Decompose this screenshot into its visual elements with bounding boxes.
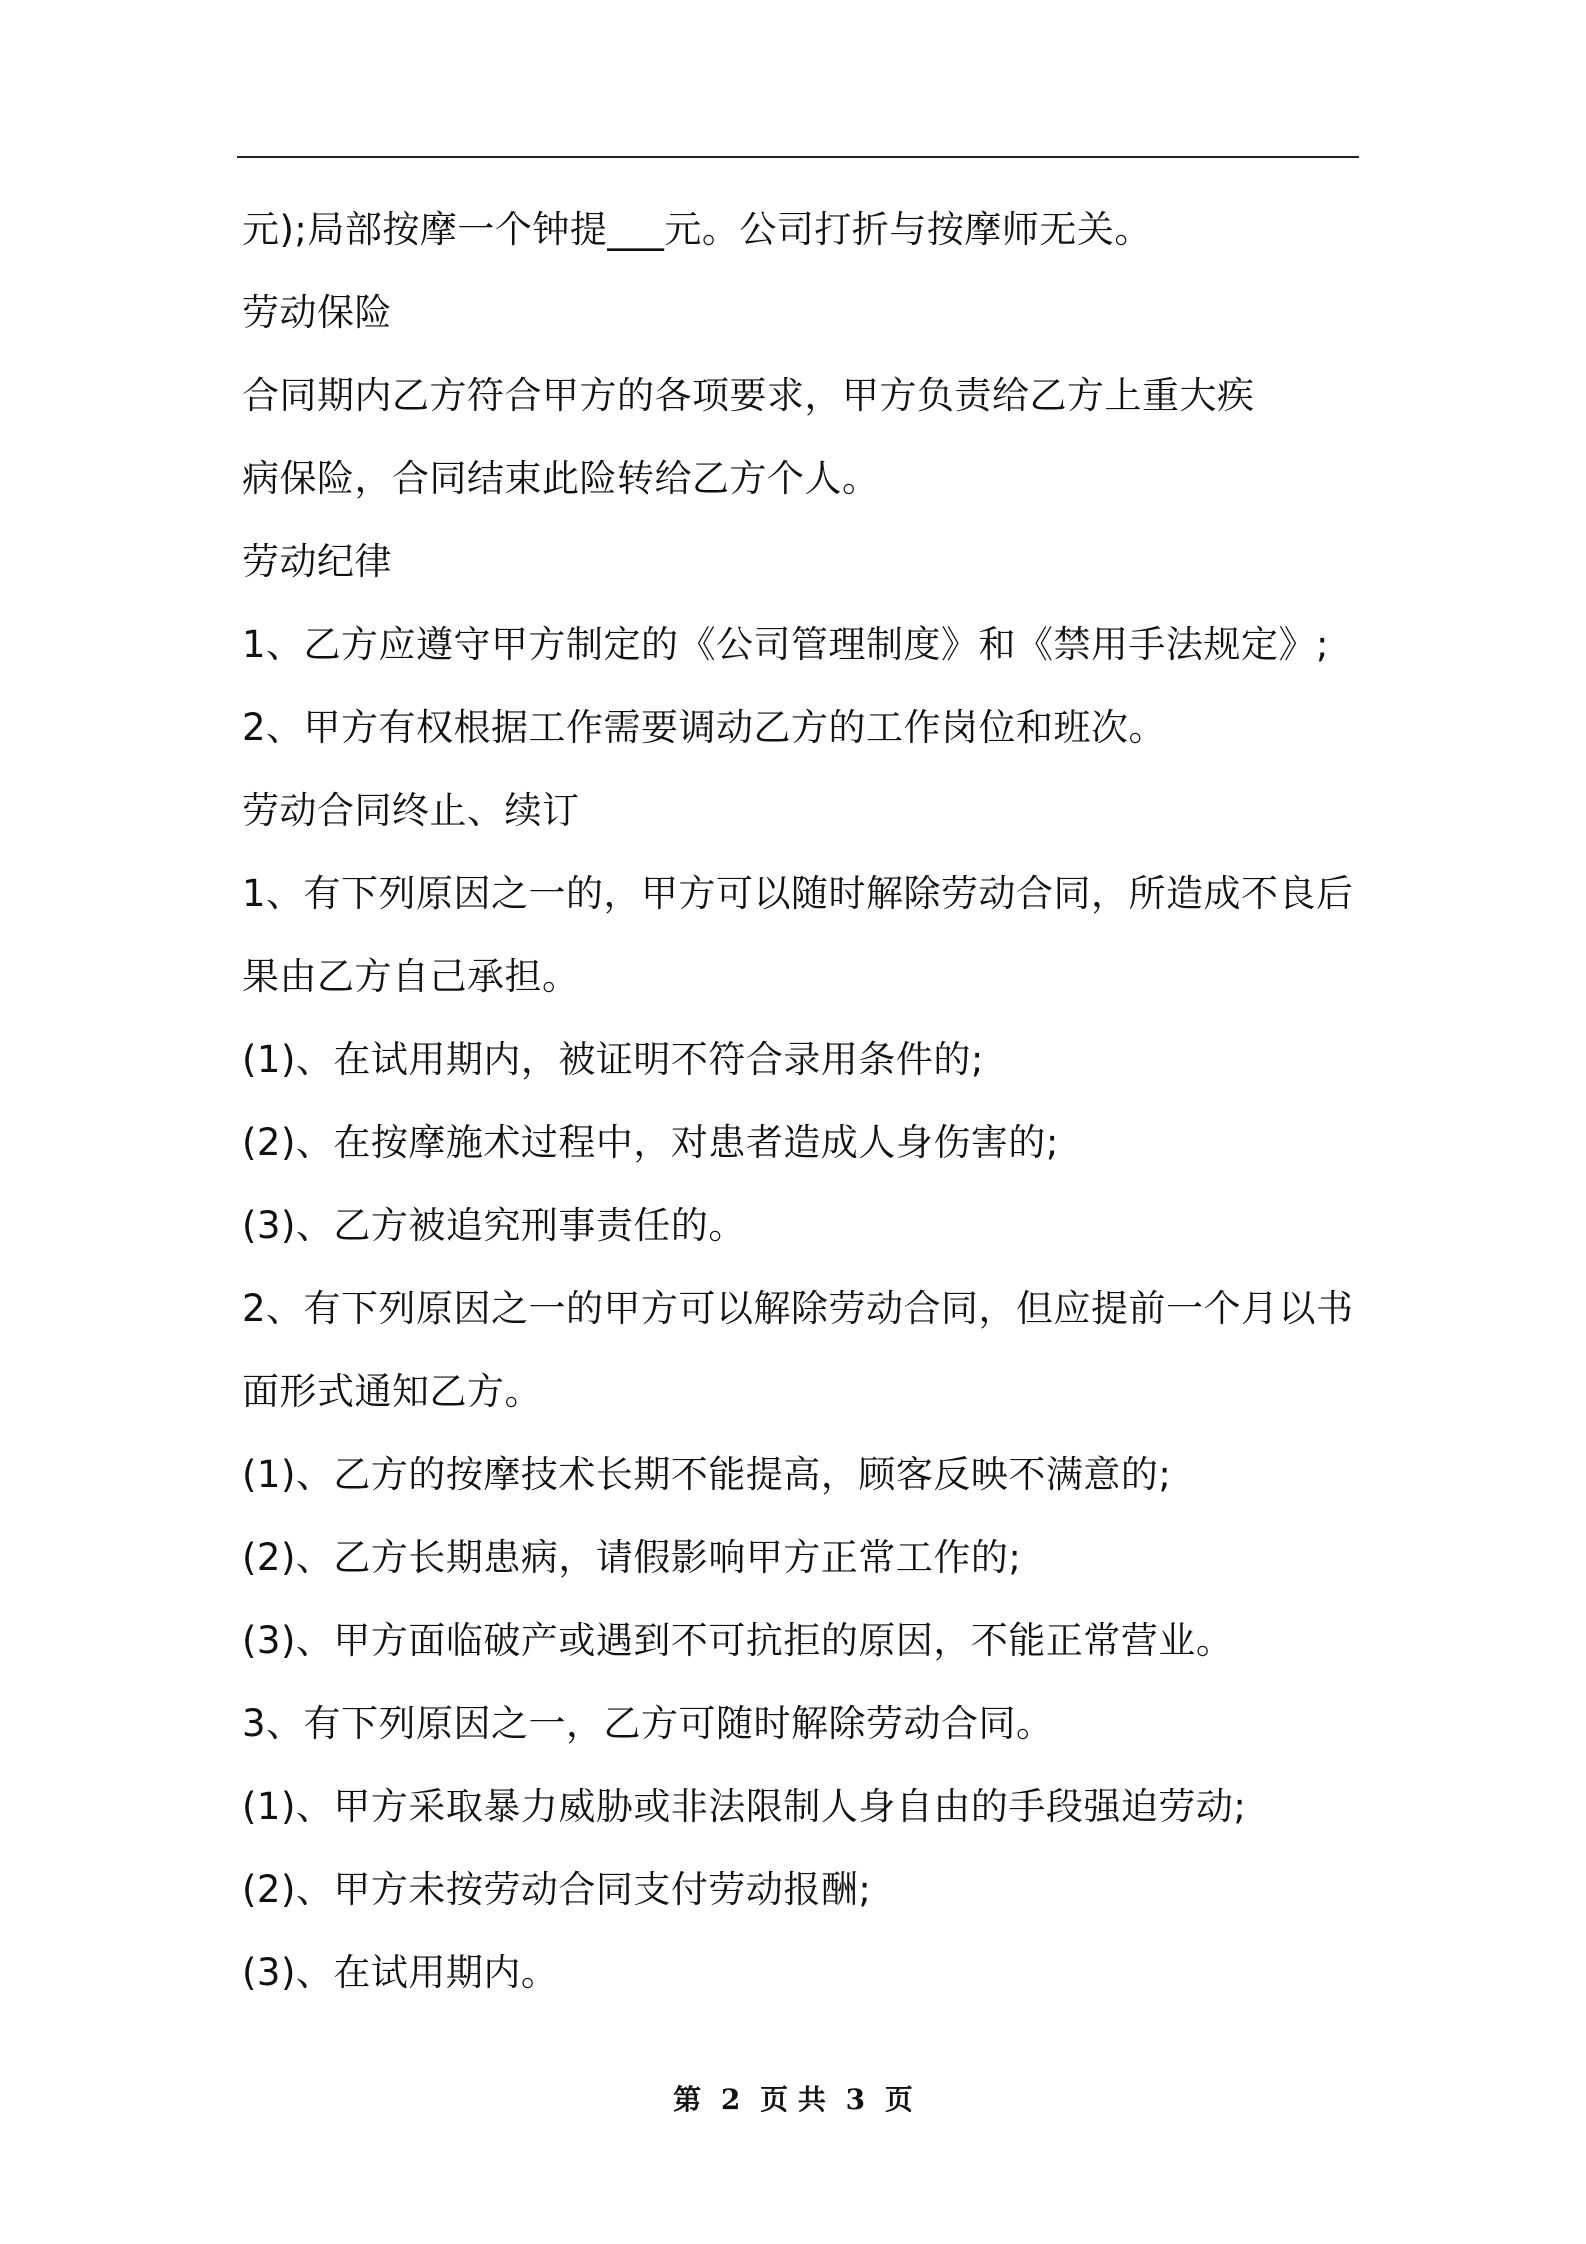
section-heading-labor-discipline: 劳动纪律 bbox=[242, 540, 392, 583]
text-line-10: 果由乙方自己承担。 bbox=[242, 955, 580, 998]
text-line-17: (2)、乙方长期患病，请假影响甲方正常工作的; bbox=[242, 1536, 1022, 1579]
text-line-1: 元);局部按摩一个钟提___元。公司打折与按摩师无关。 bbox=[242, 208, 1152, 251]
text-line-4: 病保险，合同结束此险转给乙方个人。 bbox=[242, 457, 880, 500]
text-line-9: 1、有下列原因之一的，甲方可以随时解除劳动合同，所造成不良后 bbox=[242, 872, 1354, 915]
page-footer bbox=[0, 2082, 1586, 2118]
text-line-11: (1)、在试用期内，被证明不符合录用条件的; bbox=[242, 1038, 984, 1081]
section-heading-labor-insurance: 劳动保险 bbox=[242, 291, 392, 334]
header-rule bbox=[237, 156, 1359, 158]
text-line-3: 合同期内乙方符合甲方的各项要求，甲方负责给乙方上重大疾 bbox=[242, 374, 1255, 417]
footer-middle: 页 共 bbox=[760, 2083, 826, 2116]
footer-suffix: 页 bbox=[884, 2083, 913, 2116]
footer-prefix: 第 bbox=[673, 2083, 702, 2116]
text-line-15: 面形式通知乙方。 bbox=[242, 1370, 542, 1413]
text-line-14: 2、有下列原因之一的甲方可以解除劳动合同，但应提前一个月以书 bbox=[242, 1287, 1354, 1330]
text-line-12: (2)、在按摩施术过程中，对患者造成人身伤害的; bbox=[242, 1121, 1059, 1164]
footer-total-pages: 3 bbox=[845, 2083, 866, 2116]
text-line-20: (1)、甲方采取暴力威胁或非法限制人身自由的手段强迫劳动; bbox=[242, 1785, 1247, 1828]
footer-current-page: 2 bbox=[720, 2083, 741, 2116]
text-line-21: (2)、甲方未按劳动合同支付劳动报酬; bbox=[242, 1868, 872, 1911]
text-line-13: (3)、乙方被追究刑事责任的。 bbox=[242, 1204, 746, 1247]
text-line-16: (1)、乙方的按摩技术长期不能提高，顾客反映不满意的; bbox=[242, 1453, 1172, 1496]
text-line-6: 1、乙方应遵守甲方制定的《公司管理制度》和《禁用手法规定》; bbox=[242, 623, 1330, 666]
section-heading-termination-renewal: 劳动合同终止、续订 bbox=[242, 789, 580, 832]
text-line-22: (3)、在试用期内。 bbox=[242, 1951, 559, 1994]
text-line-7: 2、甲方有权根据工作需要调动乙方的工作岗位和班次。 bbox=[242, 706, 1167, 749]
text-line-19: 3、有下列原因之一，乙方可随时解除劳动合同。 bbox=[242, 1702, 1054, 1745]
text-line-18: (3)、甲方面临破产或遇到不可抗拒的原因，不能正常营业。 bbox=[242, 1619, 1234, 1662]
